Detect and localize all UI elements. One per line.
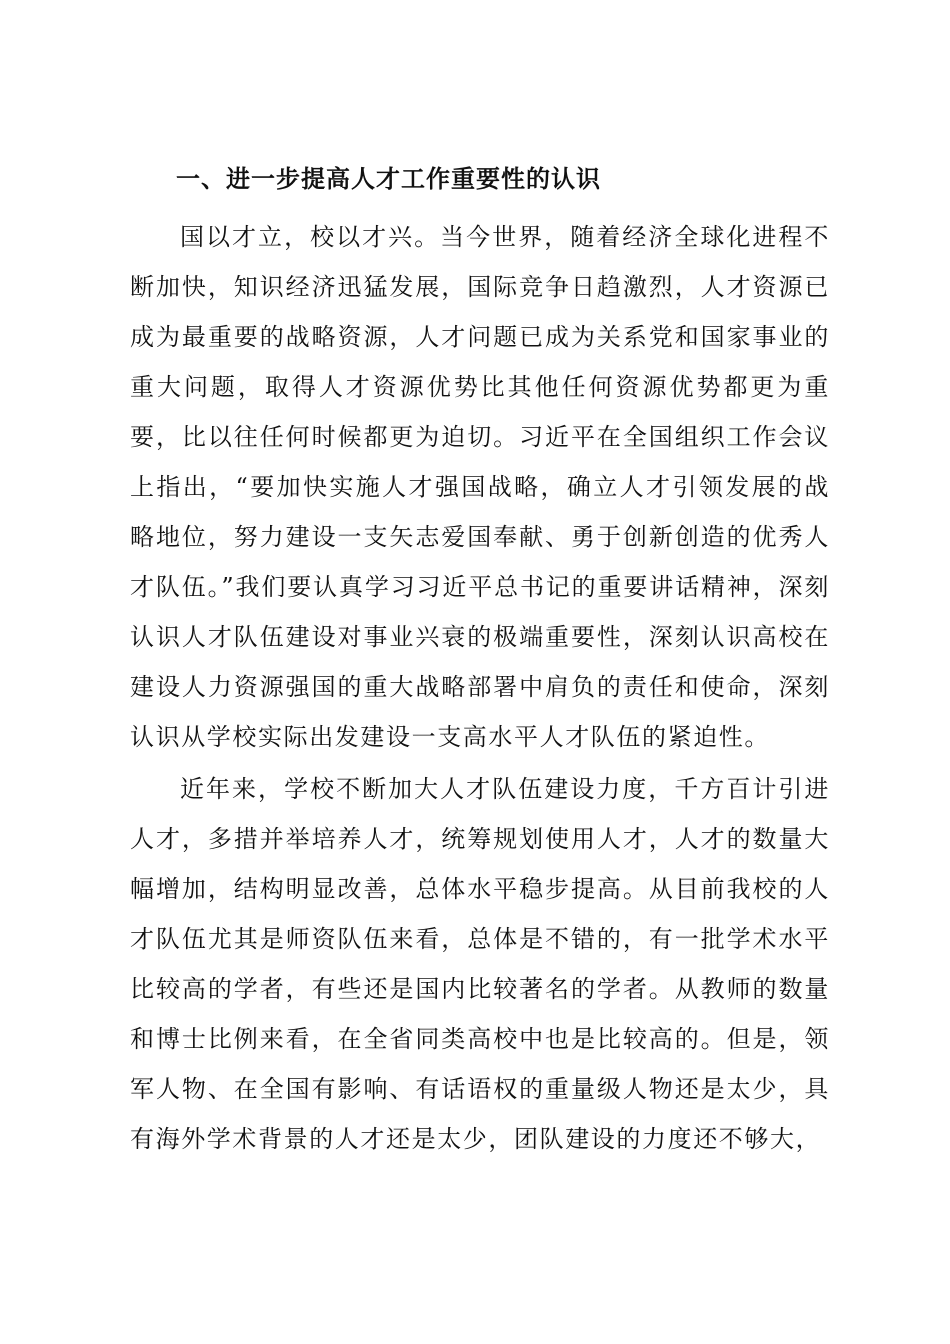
paragraph-1: 国以才立，校以才兴。当今世界，随着经济全球化进程不断加快，知识经济迅猛发展，国际竞争日趋激烈，人才资源已成为最重要的战略资源，人才问题已成为关系党和国家事业的重大问题，取得人才资源优势比其他任何资源优势都更为重要，比以往任何时候都更为迫切。习近平在全国组织工作会议上指出，“要加快实施人才强国战略，确立人才引领发展的战略地位，努力建设一支矢志爱国奉献、勇于创新创造的优秀人才队伍。”我们要认真学习习近平总书记的重要讲话精神，深刻认识人才队伍建设对事业兴衰的极端重要性，深刻认识高校在建设人力资源强国的重大战略部署中肩负的责任和使命，深刻认识从学校实际出发建设一支高水平人才队伍的紧迫性。 bbox=[130, 223, 830, 751]
document-body bbox=[130, 160, 830, 1164]
section-heading: 一、进一步提高人才工作重要性的认识 bbox=[176, 165, 601, 193]
paragraph-2: 近年来，学校不断加大人才队伍建设力度，千方百计引进人才，多措并举培养人才，统筹规划使用人才，人才的数量大幅增加，结构明显改善，总体水平稳步提高。从目前我校的人才队伍尤其是师资队伍来看，总体是不错的，有一批学术水平比较高的学者，有些还是国内比较著名的学者。从教师的数量和博士比例来看，在全省同类高校中也是比较高的。但是，领军人物、在全国有影响、有话语权的重量级人物还是太少，具有海外学术背景的人才还是太少，团队建设的力度还不够大， bbox=[130, 775, 830, 1153]
